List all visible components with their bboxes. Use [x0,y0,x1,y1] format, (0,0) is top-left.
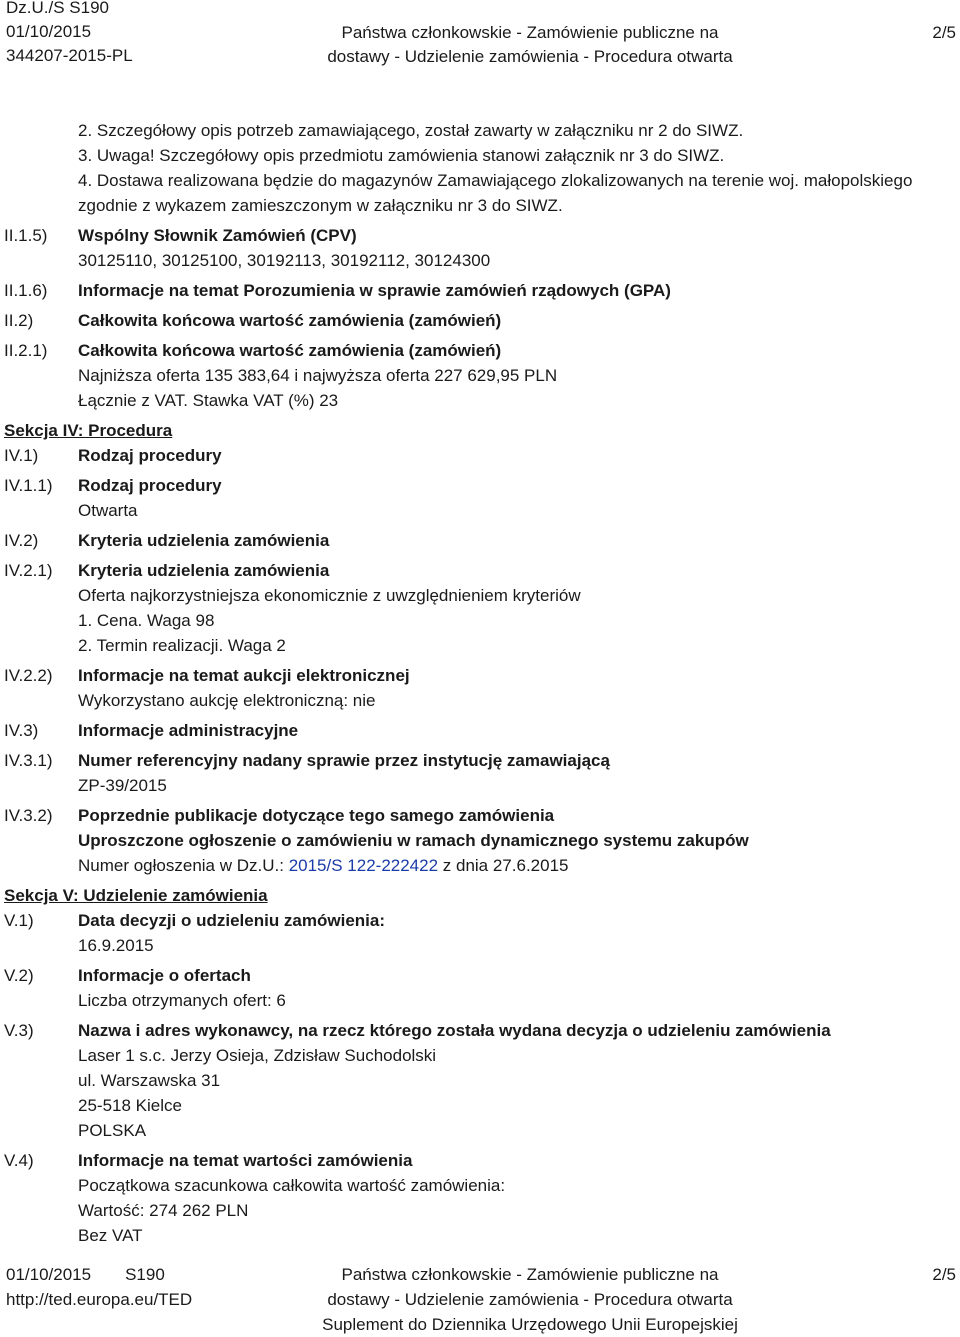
award-date-value: 16.9.2015 [78,936,154,955]
section-ii-1-6 [0,278,960,303]
criteria-title: Kryteria udzielenia zamówienia [78,531,330,550]
contract-value-vat: Bez VAT [78,1226,143,1245]
section-iv-1 [0,443,960,468]
section-number: II.2) [4,311,34,330]
offers-count: Liczba otrzymanych ofert: 6 [78,991,286,1010]
intro-item-2: 2. Szczegółowy opis potrzeb zamawiającego, został zawarty w załączniku nr 2 do SIWZ. [78,121,744,140]
section-number: IV.3.2) [4,806,53,825]
contract-value-description: Początkowa szacunkowa całkowita wartość zamówienia: [78,1176,506,1195]
section-ii-1-5 [0,223,960,273]
criteria-description: Oferta najkorzystniejsza ekonomicznie z uwzględnieniem kryteriów [78,586,581,605]
section-number: V.4) [4,1151,34,1170]
offers-title: Informacje o ofertach [78,966,251,985]
section-iv-3-1 [0,748,960,798]
contractor-street: ul. Warszawska 31 [78,1071,221,1090]
header-date: 01/10/2015 [6,22,92,41]
section-number: IV.2) [4,531,39,550]
section-number: II.1.5) [4,226,48,245]
criterion-1: 1. Cena. Waga 98 [78,611,215,630]
section-v-1 [0,908,960,958]
header-title-line2: dostawy - Udzielenie zamówienia - Procedura otwarta [327,47,733,66]
procedure-title: Rodzaj procedury [78,446,222,465]
header-page-number: 2/5 [932,23,956,42]
header-title-line1: Państwa członkowskie - Zamówienie publiczne na [341,23,719,42]
footer-date: 01/10/2015 [6,1265,92,1284]
contractor-title: Nazwa i adres wykonawcy, na rzecz którego została wydana decyzja o udzieleniu zamówienia [78,1021,831,1040]
total-value-title-2: Całkowita końcowa wartość zamówienia (zamówień) [78,341,502,360]
auction-value: Wykorzystano aukcję elektroniczną: nie [78,691,376,710]
section-iv-2 [0,528,960,553]
section-v-2 [0,963,960,1013]
award-date-title: Data decyzji o udzieleniu zamówienia: [78,911,386,930]
document-id: 344207-2015-PL [6,46,133,65]
section-iv-3 [0,718,960,743]
cpv-title: Wspólny Słownik Zamówień (CPV) [78,226,357,245]
section-iv-1-1 [0,473,960,523]
section-number: IV.1.1) [4,476,53,495]
total-value-title: Całkowita końcowa wartość zamówienia (zamówień) [78,311,502,330]
contractor-name: Laser 1 s.c. Jerzy Osieja, Zdzisław Suchodolski [78,1046,437,1065]
criteria-title-2: Kryteria udzielenia zamówienia [78,561,330,580]
intro-item-4-line1: 4. Dostawa realizowana będzie do magazynów Zamawiającego zlokalizowanych na terenie woj. małopolskiego [78,171,913,190]
footer-line3: Suplement do Dziennika Urzędowego Unii Europejskiej [322,1315,738,1334]
intro-block [0,118,960,218]
section-iv-2-2 [0,663,960,713]
offers-range: Najniższa oferta 135 383,64 i najwyższa oferta 227 629,95 PLN [78,366,558,385]
footer-line2: dostawy - Udzielenie zamówienia - Procedura otwarta [327,1290,733,1309]
section-iv-3-2 [0,803,960,878]
contract-value-amount: Wartość: 274 262 PLN [78,1201,249,1220]
intro-item-3: 3. Uwaga! Szczegółowy opis przedmiotu zamówienia stanowi załącznik nr 3 do SIWZ. [78,146,725,165]
section-v-heading: Sekcja V: Udzielenie zamówienia [4,886,268,905]
journal-ref: Dz.U./S S190 [6,0,109,17]
section-v-4 [0,1148,960,1248]
section-iv-2-1 [0,558,960,658]
procedure-value: Otwarta [78,501,138,520]
footer-center [0,1262,960,1337]
cpv-codes: 30125110, 30125100, 30192113, 30192112, 30124300 [78,251,491,270]
section-number: II.2.1) [4,341,48,360]
header-title [0,21,960,69]
section-number: IV.1) [4,446,39,465]
section-iv-heading: Sekcja IV: Procedura [4,421,173,440]
footer-issue: S190 [125,1265,165,1284]
contractor-country: POLSKA [78,1121,147,1140]
section-number: V.1) [4,911,34,930]
section-number: IV.2.1) [4,561,53,580]
section-number: V.3) [4,1021,34,1040]
reference-title: Numer referencyjny nadany sprawie przez instytucję zamawiającą [78,751,610,770]
section-v-3 [0,1018,960,1143]
reference-value: ZP-39/2015 [78,776,167,795]
section-number: IV.3.1) [4,751,53,770]
contractor-city: 25-518 Kielce [78,1096,182,1115]
section-number: V.2) [4,966,34,985]
vat-info: Łącznie z VAT. Stawka VAT (%) 23 [78,391,339,410]
previous-publications-subtitle: Uproszczone ogłoszenie o zamówieniu w ramach dynamicznego systemu zakupów [78,831,749,850]
footer-page-number: 2/5 [932,1265,956,1284]
footer-line1: Państwa członkowskie - Zamówienie publiczne na [341,1265,719,1284]
previous-notice-prefix: Numer ogłoszenia w Dz.U.: [78,856,289,875]
previous-notice-suffix: z dnia 27.6.2015 [438,856,569,875]
document-body [0,118,960,1248]
previous-notice-link[interactable]: 2015/S 122-222422 [288,856,439,875]
footer-url[interactable]: http://ted.europa.eu/TED [6,1290,193,1309]
section-number: IV.3) [4,721,39,740]
section-number: II.1.6) [4,281,48,300]
procedure-title-2: Rodzaj procedury [78,476,222,495]
previous-publications-title: Poprzednie publikacje dotyczące tego samego zamówienia [78,806,555,825]
contract-value-title: Informacje na temat wartości zamówienia [78,1151,413,1170]
auction-title: Informacje na temat aukcji elektronicznej [78,666,410,685]
gpa-title: Informacje na temat Porozumienia w sprawie zamówień rządowych (GPA) [78,281,671,300]
intro-item-4-line2: zgodnie z wykazem zamieszczonym w załączniku nr 3 do SIWZ. [78,196,563,215]
criterion-2: 2. Termin realizacji. Waga 2 [78,636,286,655]
admin-title: Informacje administracyjne [78,721,299,740]
section-ii-2-1 [0,338,960,413]
previous-notice [78,853,940,878]
section-ii-2 [0,308,960,333]
section-number: IV.2.2) [4,666,53,685]
